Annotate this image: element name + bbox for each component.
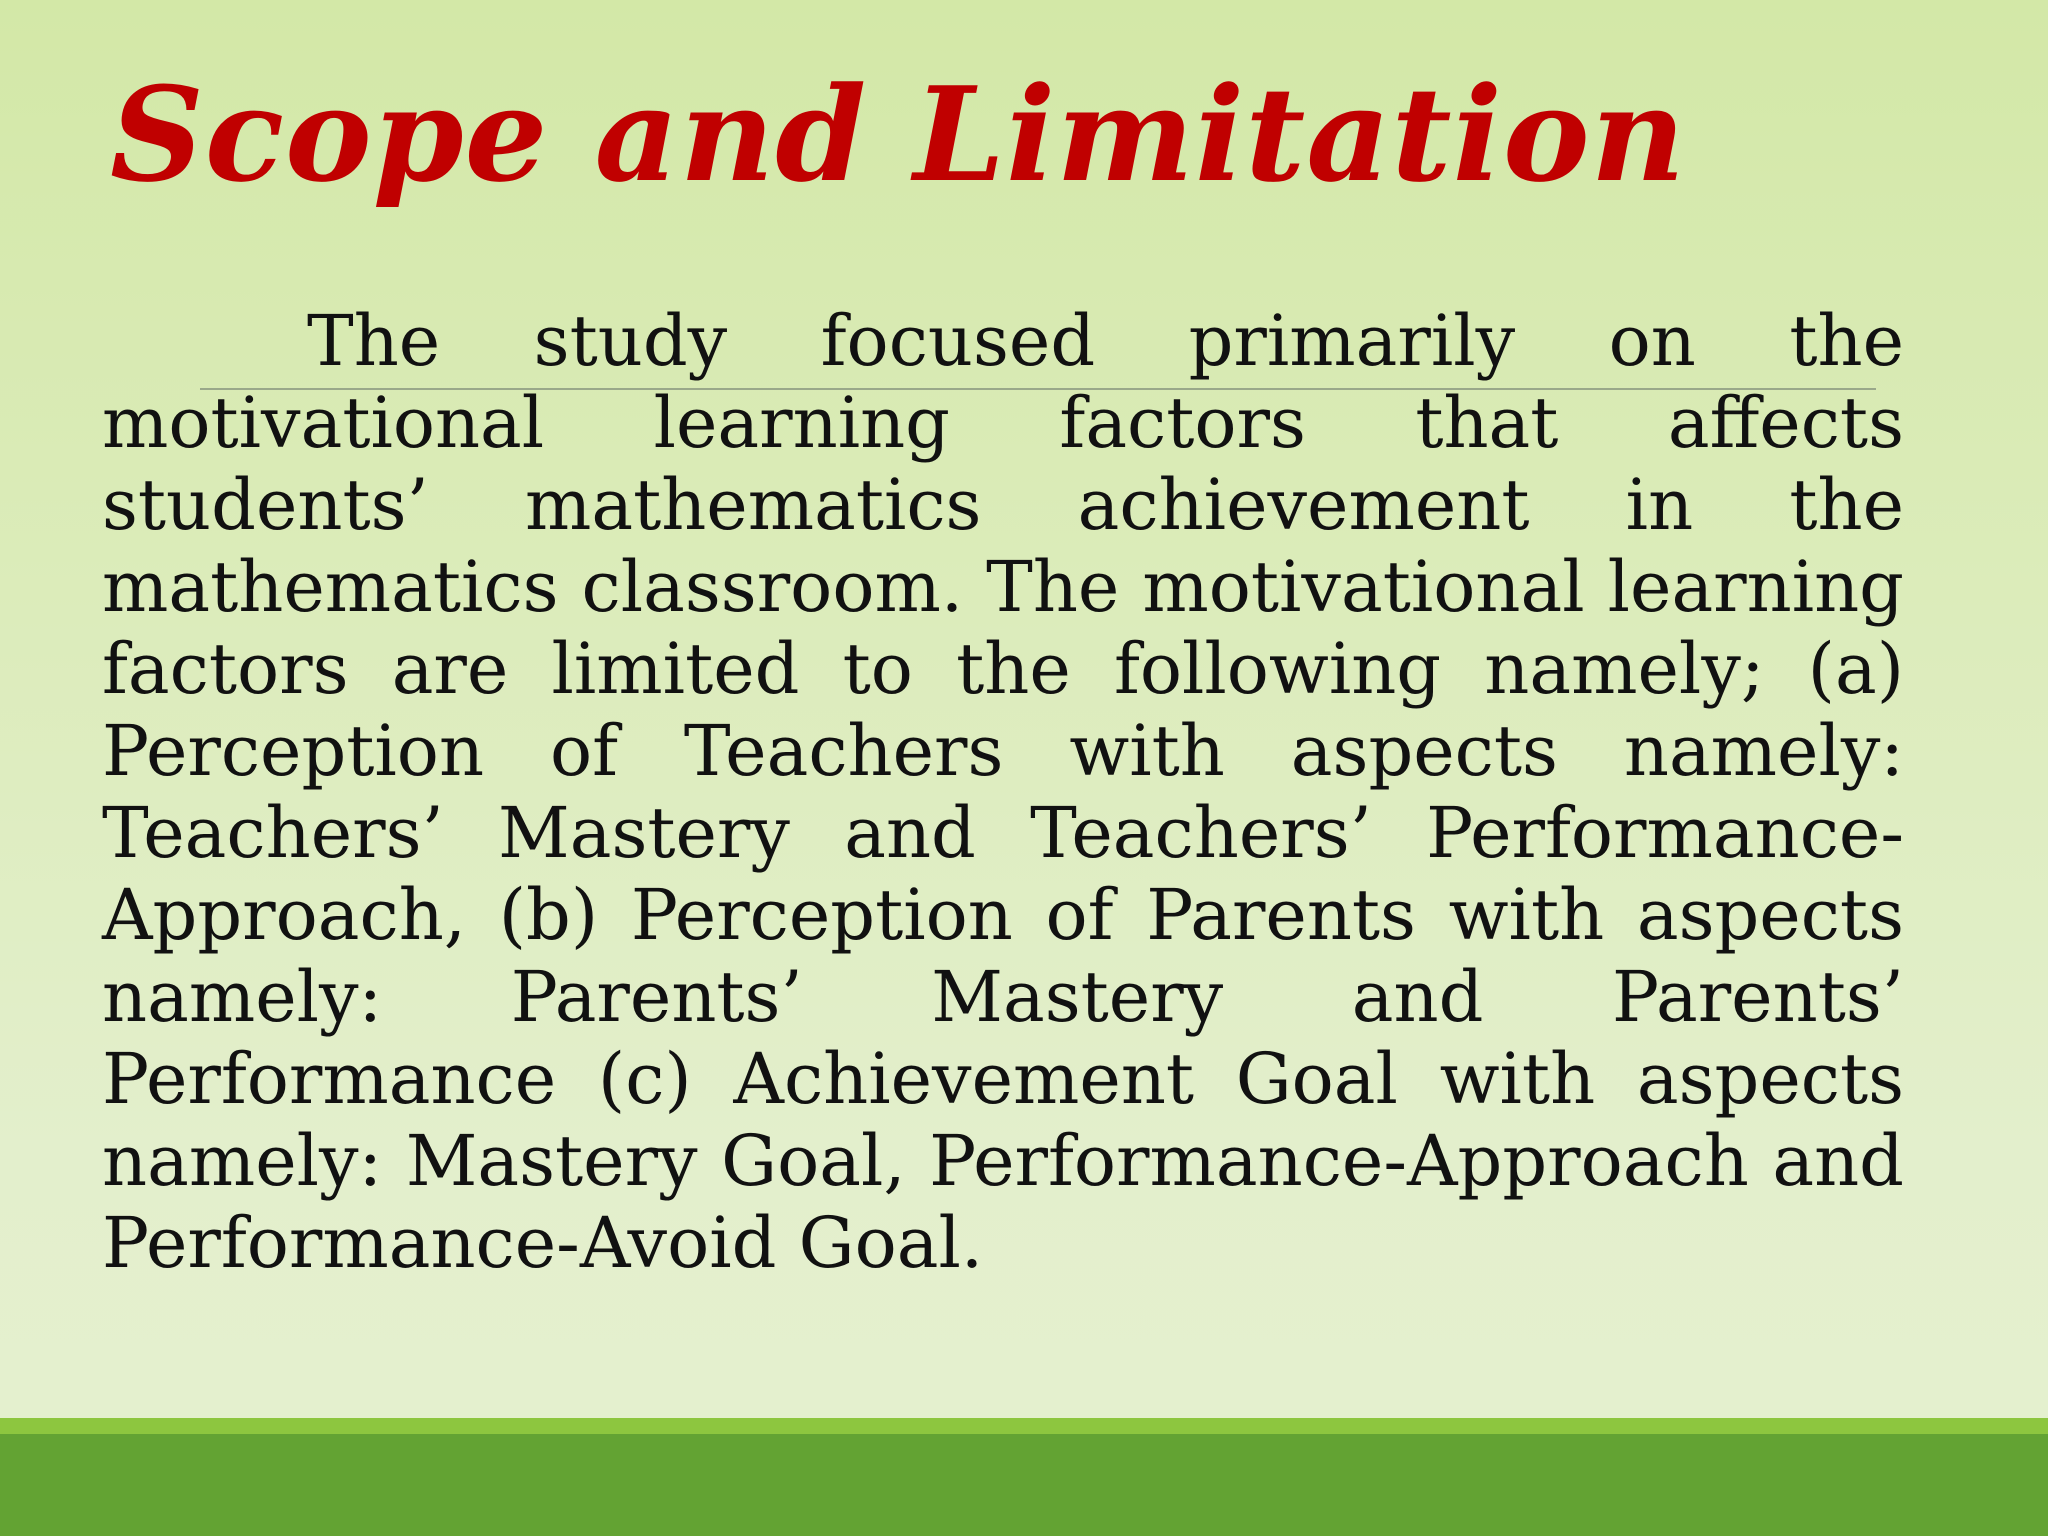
footer-accent-stripe bbox=[0, 1418, 2048, 1434]
slide-title: Scope and Limitation bbox=[110, 58, 1687, 211]
body-paragraph: The study focused primarily on the motivational learning factors that affects students’ mathematics achievement in the mathematics classroom. The motivational learning factors are limited to the following namely; (a) Perception of Teachers with aspects namely: Teachers’ Mastery and Teachers’ Performance-Approach, (b) Perception of Parents with aspects namely: Parents’ Mastery and Parents’ Performance (c) Achievement Goal with aspects namely: Mastery Goal, Performance-Approach and Performance-Avoid Goal. bbox=[102, 300, 1904, 1284]
footer-band bbox=[0, 1434, 2048, 1536]
